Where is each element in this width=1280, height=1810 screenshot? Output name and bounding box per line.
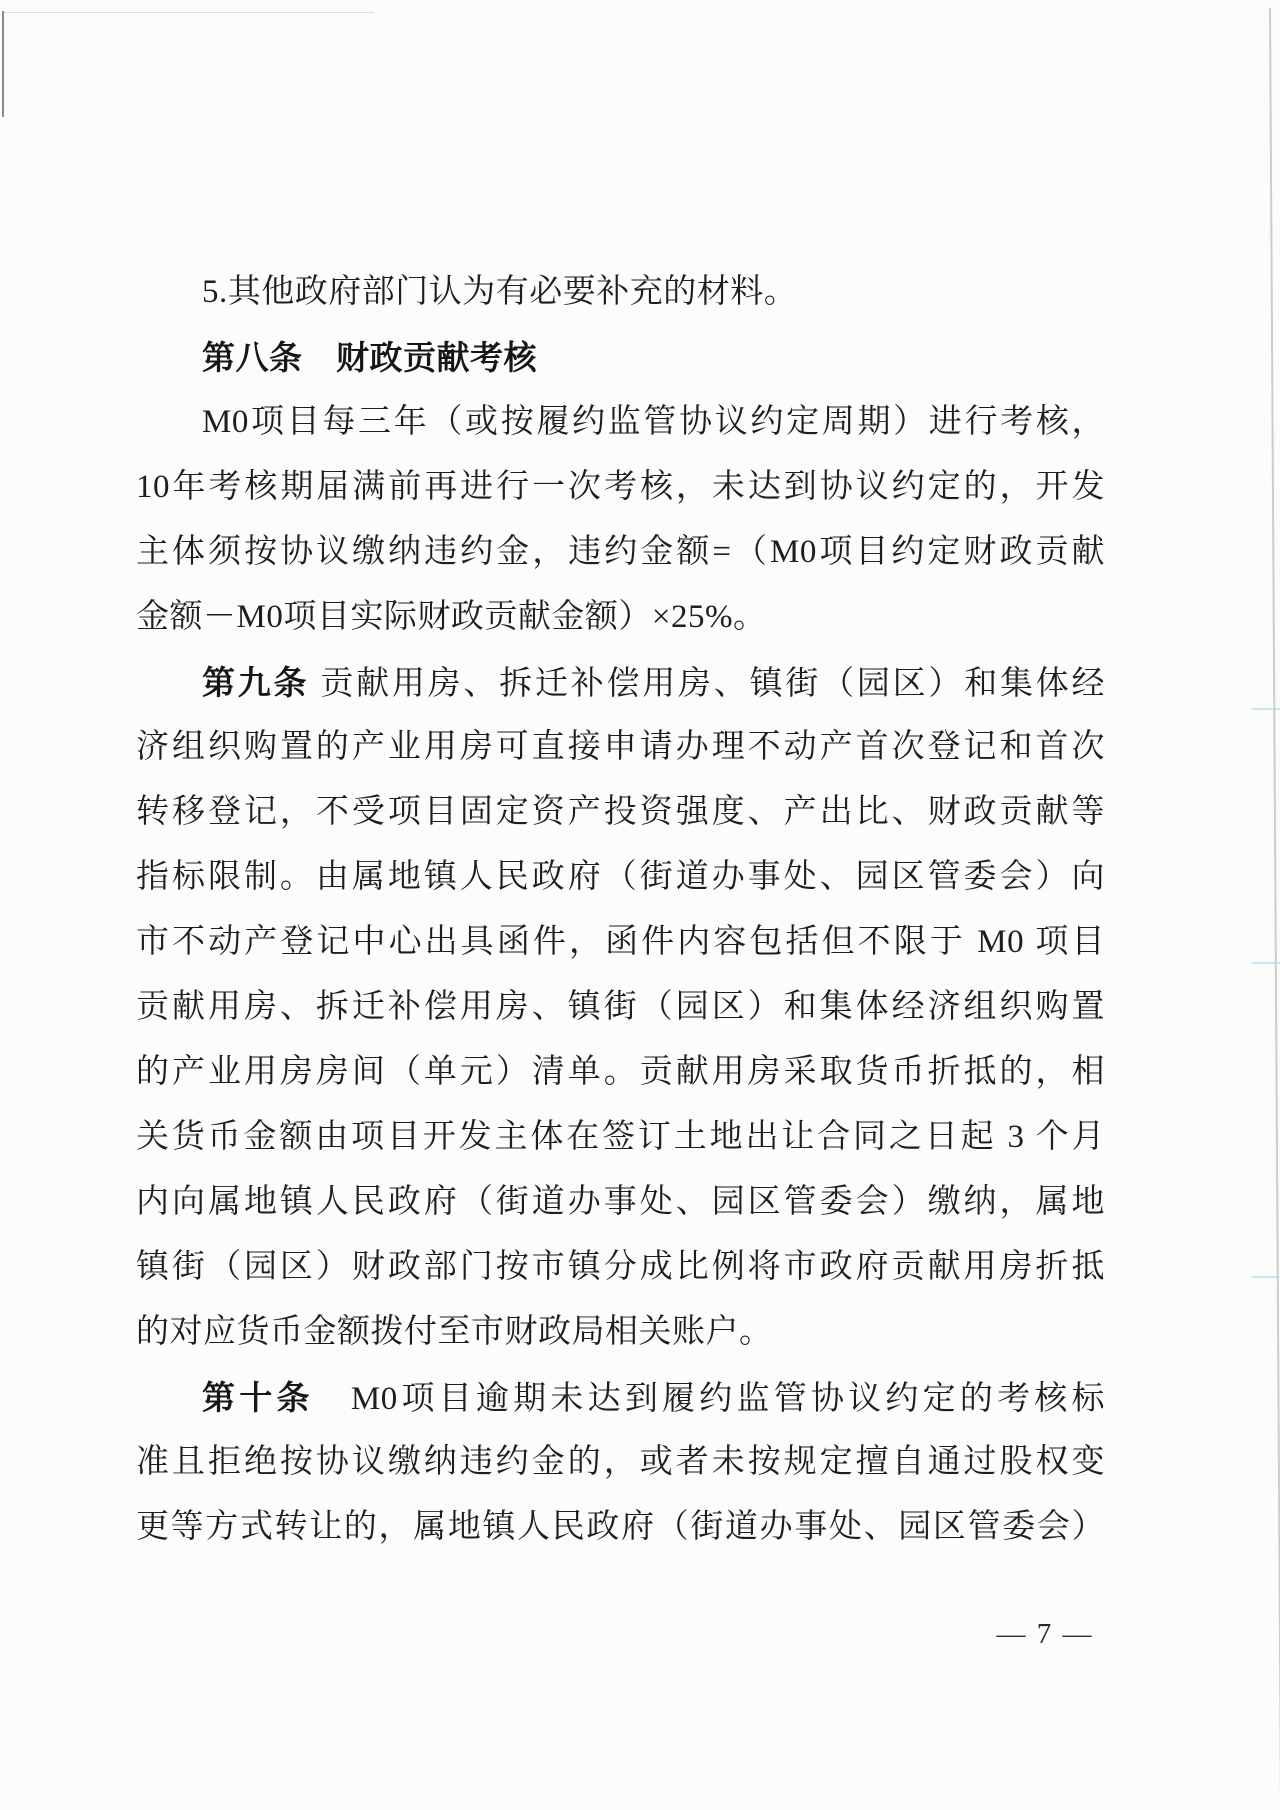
document-body xyxy=(136,260,1105,1560)
text-line: 市不动产登记中心出具函件，函件内容包括但不限于 M0 项目 xyxy=(136,924,1105,960)
text-line: 镇街（园区）财政部门按市镇分成比例将市政府贡献用房折抵 xyxy=(136,1249,1105,1285)
text-line: 的产业用房房间（单元）清单。贡献用房采取货币折抵的，相 xyxy=(136,1054,1105,1090)
scan-tick-mark xyxy=(1252,1276,1280,1278)
text-line: M0项目每三年（或按履约监管协议约定周期）进行考核， xyxy=(202,404,1105,440)
article-heading: 第十条 xyxy=(202,1379,314,1416)
scan-tick-mark xyxy=(1252,708,1280,710)
text-line: 更等方式转让的，属地镇人民政府（街道办事处、园区管委会） xyxy=(136,1509,1105,1545)
text-line: 主体须按协议缴纳违约金，违约金额=（M0项目约定财政贡献 xyxy=(136,534,1105,570)
article-heading: 第九条 xyxy=(202,664,310,701)
scan-tick-mark xyxy=(1252,962,1280,964)
text-line: 第九条 贡献用房、拆迁补偿用房、镇街（园区）和集体经 xyxy=(202,664,1105,702)
text-line xyxy=(136,325,1105,390)
text-line: 5.其他政府部门认为有必要补充的材料。 xyxy=(202,274,798,310)
text-line: 准且拒绝按协议缴纳违约金的，或者未按规定擅自通过股权变 xyxy=(136,1444,1105,1480)
text-line: 贡献用房、拆迁补偿用房、镇街（园区）和集体经济组织购置 xyxy=(136,989,1105,1025)
text-line: 指标限制。由属地镇人民政府（街道办事处、园区管委会）向 xyxy=(136,859,1105,895)
text-line: 关货币金额由项目开发主体在签订土地出让合同之日起 3 个月 xyxy=(136,1119,1105,1155)
text-line: 第十条 M0项目逾期未达到履约监管协议约定的考核标 xyxy=(202,1379,1105,1417)
scan-corner-mark xyxy=(2,11,4,117)
article-heading: 第八条 财政贡献考核 xyxy=(202,339,537,376)
text-line: 的对应货币金额拨付至市财政局相关账户。 xyxy=(136,1314,773,1350)
text-line: 济组织购置的产业用房可直接申请办理不动产首次登记和首次 xyxy=(136,729,1105,765)
scan-right-edge-line xyxy=(1269,8,1280,1802)
text-line: 转移登记，不受项目固定资产投资强度、产出比、财政贡献等 xyxy=(136,794,1105,830)
page-number: — 7 — xyxy=(996,1618,1094,1650)
scan-top-edge-line xyxy=(4,12,374,13)
text-line: 10年考核期届满前再进行一次考核，未达到协议约定的，开发 xyxy=(136,469,1105,505)
text-line: 内向属地镇人民政府（街道办事处、园区管委会）缴纳，属地 xyxy=(136,1184,1105,1220)
text-line: 金额－M0项目实际财政贡献金额）×25%。 xyxy=(136,599,767,635)
